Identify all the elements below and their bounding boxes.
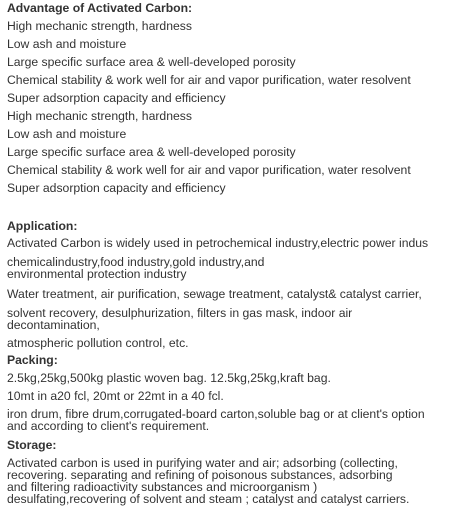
packing-text: and according to client's requirement. (7, 419, 210, 433)
advantage-item: Large specific surface area & well-developed porosity (7, 55, 296, 69)
advantage-item: Low ash and moisture (7, 37, 127, 51)
advantages-list (7, 17, 411, 197)
advantage-item: Low ash and moisture (7, 127, 127, 141)
application-text: environmental protection industry (7, 267, 187, 281)
advantage-item: Super adsorption capacity and efficiency (7, 91, 226, 105)
advantage-item: High mechanic strength, hardness (7, 109, 192, 123)
application-text: Activated Carbon is widely used in petrochemical industry,electric power indus (7, 236, 429, 250)
application-text: chemicalindustry,food industry,gold industry,and (7, 255, 265, 269)
packing-heading: Packing: (7, 353, 58, 367)
application-text: atmospheric pollution control, etc. (7, 336, 189, 350)
packing-text: iron drum, fibre drum,corrugated-board carton,soluble bag or at client's option (7, 407, 425, 421)
packing-text: 10mt in a20 fcl, 20mt or 22mt in a 40 fcl. (7, 389, 224, 403)
storage-text: recovering. separating and refining of poisonous substances, adsorbing (7, 468, 393, 482)
application-text: decontamination, (7, 318, 100, 332)
storage-text: and filtering radioactivity substances and microorganism ) (7, 480, 318, 494)
advantages-heading: Advantage of Activated Carbon: (7, 1, 193, 15)
advantage-item: Super adsorption capacity and efficiency (7, 181, 226, 195)
storage-heading: Storage: (7, 438, 57, 452)
storage-text: desulfating,recovering of solvent and steam ; catalyst and catalyst carriers. (7, 492, 410, 506)
advantage-item: Chemical stability & work well for air and vapor purification, water resolvent (7, 73, 411, 87)
storage-text: Activated carbon is used in purifying water and air; adsorbing (collecting, (7, 456, 398, 470)
application-heading: Application: (7, 219, 78, 233)
application-text: solvent recovery, desulphurization, filters in gas mask, indoor air (7, 306, 353, 320)
advantage-item: Large specific surface area & well-developed porosity (7, 145, 296, 159)
advantage-item: High mechanic strength, hardness (7, 19, 192, 33)
advantage-item: Chemical stability & work well for air and vapor purification, water resolvent (7, 163, 411, 177)
packing-text: 2.5kg,25kg,500kg plastic woven bag. 12.5kg,25kg,kraft bag. (7, 371, 331, 385)
application-text: Water treatment, air purification, sewage treatment, catalyst& catalyst carrier, (7, 287, 422, 301)
